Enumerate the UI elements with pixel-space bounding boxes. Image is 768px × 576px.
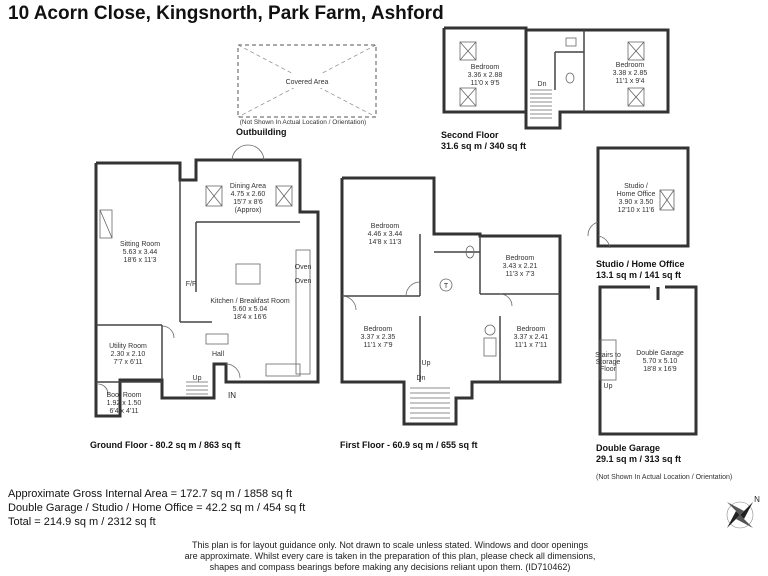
outbuilding-plan bbox=[238, 45, 376, 126]
disclaimer-line-3: shapes and compass bearings before making any decisions reliant upon them. (ID710462) bbox=[209, 562, 571, 572]
second-floor-bedroom-2-imperial: 11'1 x 9'4 bbox=[615, 78, 645, 85]
first-dn-label: Dn bbox=[416, 375, 426, 382]
first-t-label: T bbox=[443, 283, 449, 290]
compass-n-label: N bbox=[754, 495, 760, 504]
outbuilding-note: (Not Shown In Actual Location / Orientation) bbox=[239, 119, 367, 126]
ground-floor-plan bbox=[96, 145, 318, 416]
studio-imperial: 12'10 x 11'6 bbox=[617, 207, 655, 214]
first-bed3-metric: 3.37 x 2.35 bbox=[360, 334, 396, 341]
sitting-room-imperial: 18'6 x 11'3 bbox=[123, 257, 157, 264]
covered-area-label: Covered Area bbox=[285, 79, 329, 86]
second-floor-plan bbox=[444, 28, 668, 128]
second-floor-dn-label: Dn bbox=[537, 81, 547, 88]
garage-imperial: 18'8 x 16'9 bbox=[643, 366, 677, 373]
studio-name-1: Studio / bbox=[624, 183, 648, 190]
first-bed4-name: Bedroom bbox=[516, 326, 546, 333]
first-bed4-metric: 3.37 x 2.41 bbox=[513, 334, 549, 341]
garage-stairs-3: Floor bbox=[600, 366, 616, 373]
first-bed2-imperial: 11'3 x 7'3 bbox=[505, 271, 535, 278]
compass-icon bbox=[727, 495, 760, 528]
garage-note: (Not Shown In Actual Location / Orientation) bbox=[596, 474, 733, 481]
disclaimer-line-1: This plan is for layout guidance only. Not drawn to scale unless stated. Windows and door openings bbox=[191, 540, 589, 550]
first-bed3-name: Bedroom bbox=[363, 326, 393, 333]
boot-room-name: Boot Room bbox=[106, 392, 142, 399]
boot-room-imperial: 6'4 x 4'11 bbox=[109, 408, 139, 415]
hall-label: Hall bbox=[211, 351, 225, 358]
ff-label: F/F bbox=[185, 281, 197, 288]
entrance-label: IN bbox=[228, 391, 236, 400]
second-floor-bedroom-1-metric: 3.36 x 2.88 bbox=[467, 72, 503, 79]
utility-room-imperial: 7'7 x 6'11 bbox=[113, 359, 143, 366]
ground-up-label: Up bbox=[192, 375, 202, 382]
first-bed1-name: Bedroom bbox=[370, 223, 400, 230]
first-bed2-metric: 3.43 x 2.21 bbox=[502, 263, 538, 270]
second-floor-bedroom-2-name: Bedroom bbox=[615, 62, 645, 69]
disclaimer bbox=[150, 540, 630, 573]
sitting-room-name: Sitting Room bbox=[119, 241, 161, 248]
utility-room-name: Utility Room bbox=[109, 343, 147, 350]
second-floor-area: 31.6 sq m / 340 sq ft bbox=[441, 141, 527, 151]
first-bed1-metric: 4.46 x 3.44 bbox=[367, 231, 403, 238]
outbuilding-caption: Outbuilding bbox=[236, 127, 287, 137]
oven-label-2: Oven bbox=[294, 278, 312, 285]
boot-room-metric: 1.92 x 1.50 bbox=[106, 400, 142, 407]
kitchen-metric: 5.60 x 5.04 bbox=[232, 306, 268, 313]
area-summary bbox=[8, 487, 305, 529]
kitchen-name: Kitchen / Breakfast Room bbox=[210, 298, 290, 305]
kitchen-imperial: 18'4 x 16'6 bbox=[233, 314, 267, 321]
dining-area-name: Dining Area bbox=[229, 183, 267, 190]
garage-name: Double Garage bbox=[636, 350, 684, 357]
studio-plan bbox=[588, 148, 688, 248]
dining-area-imperial: 15'7 x 8'6 bbox=[233, 199, 263, 206]
utility-room-metric: 2.30 x 2.10 bbox=[110, 351, 146, 358]
second-floor-bedroom-1-imperial: 11'0 x 9'5 bbox=[470, 80, 500, 87]
dining-area-note: (Approx) bbox=[234, 207, 262, 214]
studio-metric: 3.90 x 3.50 bbox=[618, 199, 654, 206]
oven-label-1: Oven bbox=[294, 264, 312, 271]
second-floor-bedroom-1-name: Bedroom bbox=[470, 64, 500, 71]
area-line-1: Approximate Gross Internal Area = 172.7 sq m / 1858 sq ft bbox=[8, 488, 293, 500]
garage-caption: Double Garage bbox=[596, 443, 661, 453]
area-line-2: Double Garage / Studio / Home Office = 42.2 sq m / 454 sq ft bbox=[8, 502, 306, 514]
dining-area-metric: 4.75 x 2.60 bbox=[230, 191, 266, 198]
garage-plan bbox=[595, 287, 696, 434]
first-bed1-imperial: 14'8 x 11'3 bbox=[368, 239, 402, 246]
area-line-3: Total = 214.9 sq m / 2312 sq ft bbox=[8, 516, 156, 528]
garage-area: 29.1 sq m / 313 sq ft bbox=[596, 454, 682, 464]
sitting-room-metric: 5.63 x 3.44 bbox=[122, 249, 158, 256]
garage-up-label: Up bbox=[603, 383, 613, 390]
garage-stairs-2: Storage bbox=[595, 359, 621, 366]
studio-caption: Studio / Home Office bbox=[596, 259, 685, 269]
garage-stairs-1: Stairs to bbox=[595, 352, 621, 359]
first-bed3-imperial: 11'1 x 7'9 bbox=[363, 342, 393, 349]
studio-name-2: Home Office bbox=[616, 191, 656, 198]
second-floor-bedroom-2-metric: 3.38 x 2.85 bbox=[612, 70, 648, 77]
first-up-label: Up bbox=[421, 360, 431, 367]
first-floor-caption: First Floor - 60.9 sq m / 655 sq ft bbox=[340, 440, 478, 450]
disclaimer-line-2: are approximate. Whilst every care is taken in the preparation of this plan, please check all dimensions, bbox=[184, 551, 596, 561]
second-floor-caption: Second Floor bbox=[441, 130, 499, 140]
ground-floor-caption: Ground Floor - 80.2 sq m / 863 sq ft bbox=[90, 440, 241, 450]
first-floor-plan bbox=[342, 178, 560, 424]
first-bed4-imperial: 11'1 x 7'11 bbox=[514, 342, 548, 349]
studio-area: 13.1 sq m / 141 sq ft bbox=[596, 270, 682, 280]
first-bed2-name: Bedroom bbox=[505, 255, 535, 262]
garage-metric: 5.70 x 5.10 bbox=[642, 358, 678, 365]
page-title: 10 Acorn Close, Kingsnorth, Park Farm, Ashford bbox=[8, 3, 444, 24]
